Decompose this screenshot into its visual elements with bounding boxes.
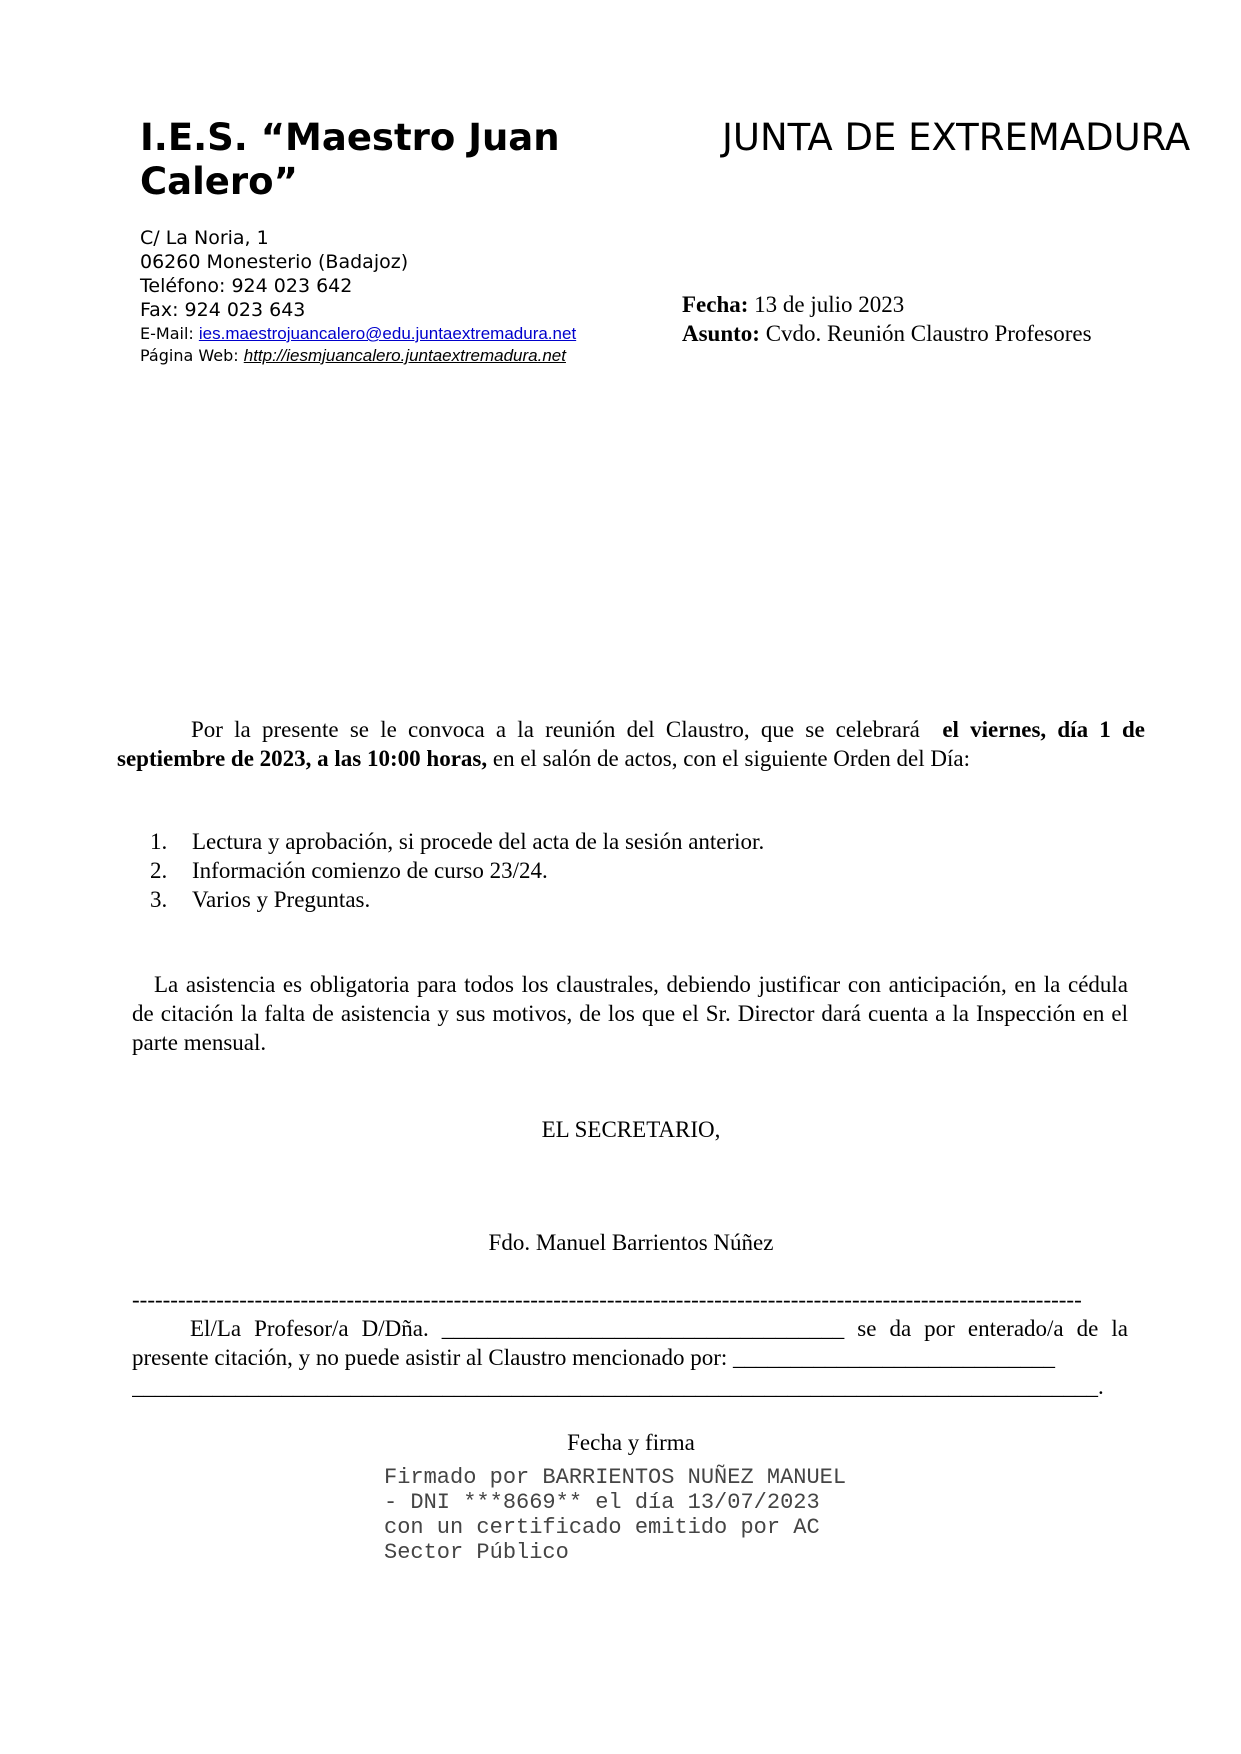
meeting-datetime: el viernes, día 1 de septiembre de 2023, a las 10:00 horas, [117,717,1146,771]
agenda-number: 3. [150,887,168,912]
convocation-paragraph [117,715,1145,773]
cut-line: ---------------------------------------------------------------------------------------------------------------------------- [132,1287,1082,1312]
email-link[interactable]: ies.maestrojuancalero@edu.juntaextremadura.net [198,324,577,343]
web-link[interactable]: http://iesmjuancalero.juntaextremadura.net [243,346,566,365]
digital-signature-stamp: Firmado por BARRIENTOS NUÑEZ MANUEL - DNI ***8669** el día 13/07/2023 con un certificado emitido por AC Sector Público [384,1465,847,1565]
web-label: Página Web: [140,346,244,365]
intro-end: en el salón de actos, con el siguiente Orden del Día: [492,746,970,771]
subject-line [682,319,1092,348]
secretary-title: EL SECRETARIO, [541,1117,721,1142]
agenda-item [150,885,1050,914]
agenda-number: 1. [150,829,168,854]
agenda-text: Lectura y aprobación, si procede del acta de la sesión anterior. [192,829,765,854]
agenda-list [150,827,1050,914]
institution-name: JUNTA DE EXTREMADURA [722,116,1191,159]
agenda-item [150,856,1050,885]
email-label: E-Mail: [140,324,199,343]
fax-number: Fax: 924 023 643 [140,299,306,321]
receipt-blank-line: ____________________________________________________________________________________. [132,1374,1104,1399]
attendance-text: La asistencia es obligatoria para todos los claustrales, debiendo justificar con anticipación, en la cédula de citación la falta de asistencia y sus motivos, de los que el Sr. Director dará cuenta a la Inspección en el parte mensual. [132,972,1128,1055]
date-label: Fecha: [682,292,749,317]
date-and-signature-label: Fecha y firma [567,1430,695,1455]
date-value: 13 de julio 2023 [754,292,905,317]
email-line [140,323,740,344]
intro-start: Por la presente se le convoca a la reunión del Claustro, que se celebrará [191,717,920,742]
receipt-text: El/La Profesor/a D/Dña. ___________________________________ se da por enterado/a de la presente citación, y no puede asistir al Claustro mencionado por: ____________________________ [132,1316,1128,1370]
signed-by: Fdo. Manuel Barrientos Núñez [488,1230,774,1255]
receipt-paragraph [132,1314,1128,1372]
subject-label: Asunto: [682,321,760,346]
attendance-paragraph [132,970,1128,1057]
agenda-number: 2. [150,858,168,883]
date-line [682,290,904,319]
address-city: 06260 Monesterio (Badajoz) [140,251,409,273]
address-street: C/ La Noria, 1 [140,227,269,249]
agenda-text: Varios y Preguntas. [192,887,371,912]
phone-number: Teléfono: 924 023 642 [140,275,353,297]
web-line [140,345,740,366]
agenda-item [150,827,1050,856]
subject-value: Cvdo. Reunión Claustro Profesores [765,321,1092,346]
agenda-text: Información comienzo de curso 23/24. [192,858,548,883]
school-name: I.E.S. “Maestro Juan Calero” [140,116,560,203]
